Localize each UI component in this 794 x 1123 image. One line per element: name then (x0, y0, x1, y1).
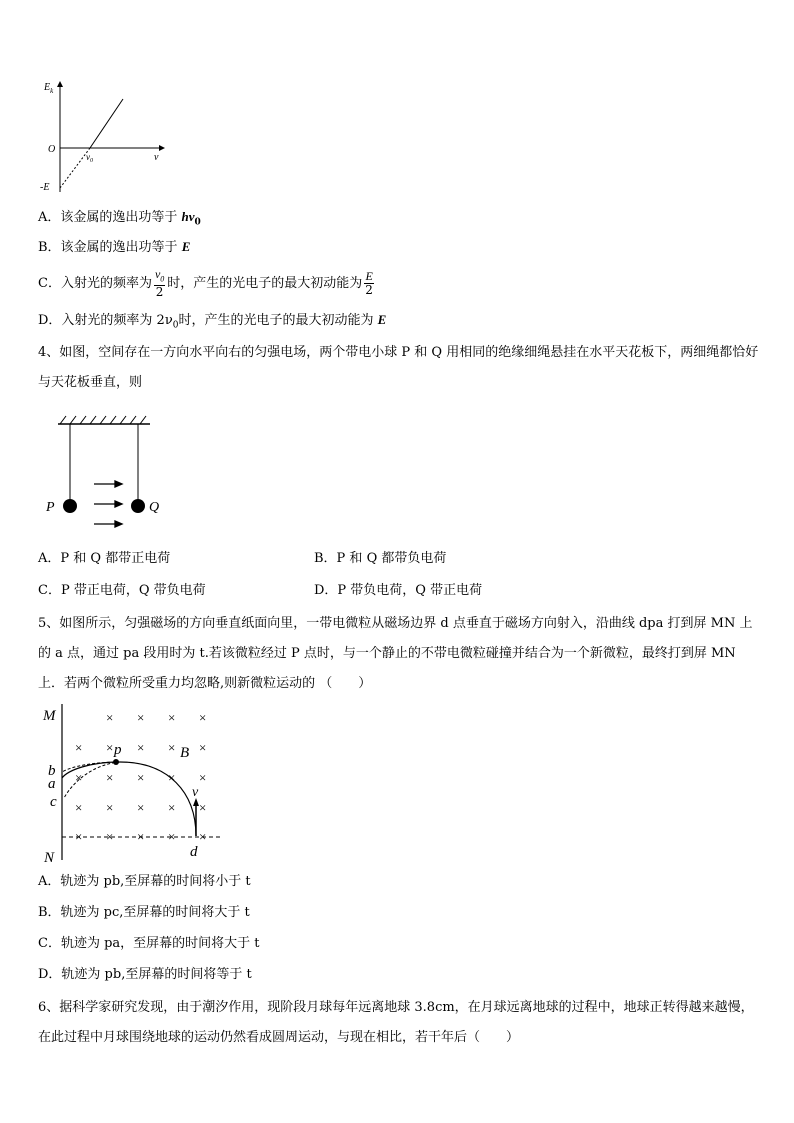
field-cross: × (137, 800, 145, 815)
label-m: M (43, 708, 56, 724)
q5-option-a: A．轨迹为 pb,至屏幕的时间将小于 t (38, 874, 251, 889)
ball-q (131, 499, 145, 513)
field-cross: × (75, 829, 83, 844)
field-cross: × (137, 710, 145, 725)
label-p-point: p (114, 742, 122, 758)
xlabel: ν (154, 152, 159, 163)
field-cross: × (199, 800, 207, 815)
field-cross: × (168, 800, 176, 815)
field-cross: × (199, 710, 207, 725)
pendulum-figure (44, 414, 174, 532)
ball-p (63, 499, 77, 513)
field-cross: × (137, 829, 145, 844)
field-cross: × (106, 740, 114, 755)
field-cross: × (199, 829, 207, 844)
label-b: b (48, 763, 56, 779)
q5-option-c: C．轨迹为 pa，至屏幕的时间将大于 t (38, 936, 260, 951)
q5-stem: 5、如图所示，匀强磁场的方向垂直纸面向里，一带电微粒从磁场边界 d 点垂直于磁场方向射入，沿曲线 dpa 打到屏 MN 上的 a 点，通过 pa 段用时为 t.若该微粒经过 P 点时，与一个静止的不带电微粒碰撞并结合为一个新微粒，最终打到屏 MN 上．若两个微粒所受重力均忽略,则新微粒运动的 （ ） (38, 616, 753, 691)
magnetic-field-figure (40, 700, 225, 865)
q4-option-c: C．P 带正电荷，Q 带负电荷 (38, 583, 206, 598)
label-c: c (50, 794, 57, 810)
q3-option-a: A．该金属的逸出功等于 $h\nu_0$ (38, 209, 201, 228)
label-a: a (48, 776, 56, 792)
ceiling-hatch (60, 416, 146, 424)
q5-option-d: D．轨迹为 pb,至屏幕的时间将等于 t (38, 967, 252, 982)
field-cross: × (75, 740, 83, 755)
label-b-field: B (180, 745, 190, 761)
solid-line (90, 99, 123, 148)
field-cross: × (168, 710, 176, 725)
v0-label: $\nu_0$ (86, 152, 93, 164)
q4-stem: 4、如图，空间存在一方向水平向右的匀强电场，两个带电小球 P 和 Q 用相同的绝缘细绳悬挂在水平天花板下，两细绳都恰好与天花板垂直，则 (38, 345, 759, 390)
q3-option-c: C．入射光的频率为 $\frac{\nu_0}{2}$ 时，产生的光电子的最大初动能为 $\frac{E}{2}$ (38, 266, 373, 300)
label-d: d (190, 844, 198, 860)
q3-option-b: B．该金属的逸出功等于 E (38, 239, 191, 255)
q5-option-b: B．轨迹为 pc,至屏幕的时间将大于 t (38, 905, 250, 920)
field-cross: × (137, 770, 145, 785)
field-cross: × (106, 770, 114, 785)
field-cross: × (168, 829, 176, 844)
field-cross: × (106, 800, 114, 815)
field-cross: × (75, 770, 83, 785)
field-cross: × (106, 829, 114, 844)
field-cross: × (137, 740, 145, 755)
q4-option-b: B．P 和 Q 都带负电荷 (314, 551, 447, 566)
label-n: N (44, 850, 55, 865)
field-cross: × (106, 710, 114, 725)
field-cross: × (168, 770, 176, 785)
field-arrows (94, 481, 122, 527)
minus-e-label: -E (40, 182, 50, 193)
q3-option-d: D．入射光的频率为 $2\nu_0$时，产生的光电子的最大初动能为 E (38, 312, 387, 331)
field-cross: × (168, 740, 176, 755)
field-crosses (75, 710, 206, 844)
field-cross: × (199, 770, 207, 785)
point-p (113, 759, 119, 765)
label-p: P (46, 500, 55, 515)
ek-nu-graph (38, 76, 168, 198)
label-v: v (192, 785, 199, 800)
ylabel: $E_k$ (44, 82, 54, 95)
q6-stem: 6、据科学家研究发现，由于潮汐作用，现阶段月球每年远离地球 3.8cm，在月球远离地球的过程中，地球正转得越来越慢，在此过程中月球围绕地球的运动仍然看成圆周运动，与现在相比，若干年后（ ） (38, 1000, 754, 1045)
origin-label: O (48, 144, 56, 155)
label-q: Q (149, 500, 160, 515)
fraction-v0-over-2: $\frac{\nu_0}{2}$ (154, 266, 165, 300)
field-cross: × (75, 800, 83, 815)
q4-option-d: D．P 带负电荷，Q 带正电荷 (314, 583, 483, 598)
q4-option-a: A．P 和 Q 都带正电荷 (38, 551, 171, 566)
fraction-e-over-2: $\frac{E}{2}$ (365, 269, 373, 297)
field-cross: × (199, 740, 207, 755)
